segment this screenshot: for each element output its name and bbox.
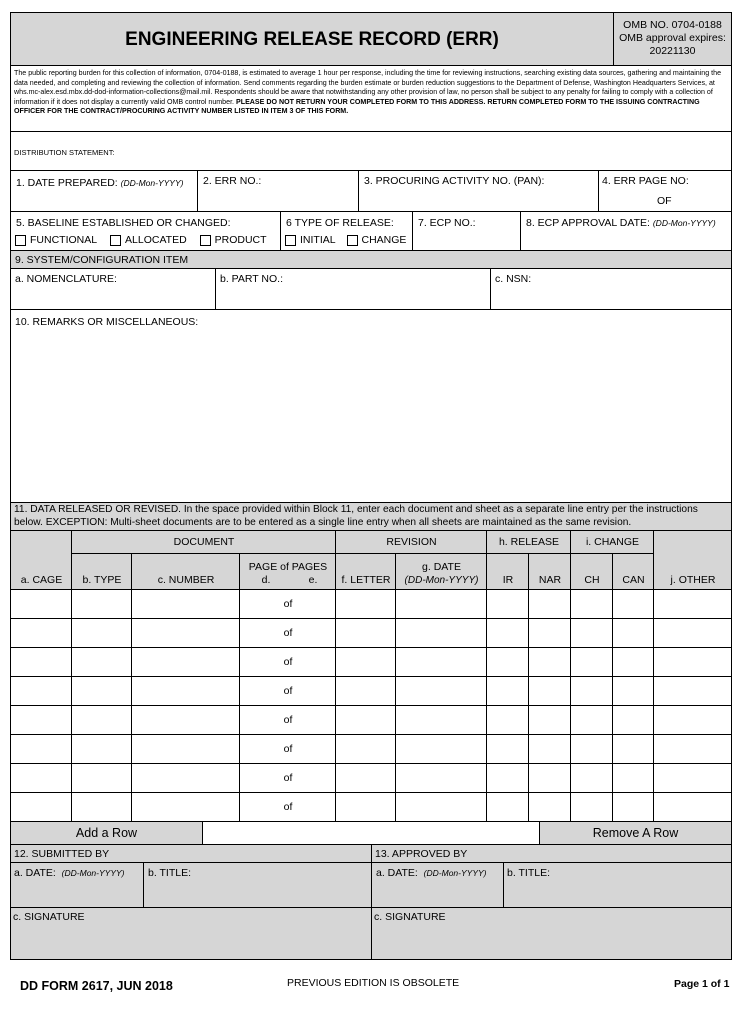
part-no-label: b. PART NO.:: [220, 273, 284, 285]
submitted-date-hint: (DD-Mon-YYYY): [61, 868, 125, 878]
ir-cell[interactable]: [487, 590, 529, 619]
approved-title-label: b. TITLE:: [507, 867, 550, 879]
ch-cell[interactable]: [571, 735, 613, 764]
can-cell[interactable]: [613, 590, 654, 619]
page-d-cell[interactable]: [240, 648, 276, 677]
ir-cell[interactable]: [487, 648, 529, 677]
submitted-by-header: [10, 844, 372, 863]
allocated-label: ALLOCATED: [125, 234, 187, 246]
page-e-cell[interactable]: [300, 793, 336, 822]
other-cell[interactable]: [654, 706, 732, 735]
date-prepared-field[interactable]: [10, 170, 198, 212]
approved-title-field[interactable]: [503, 862, 732, 908]
err-page-field[interactable]: [598, 170, 732, 212]
cage-cell[interactable]: [11, 764, 72, 793]
ecp-no-field[interactable]: [412, 211, 521, 251]
number-cell[interactable]: [132, 764, 240, 793]
omb-number: OMB NO. 0704-0188: [623, 19, 722, 31]
nar-cell[interactable]: [529, 619, 571, 648]
other-cell[interactable]: [654, 793, 732, 822]
type-cell[interactable]: [72, 590, 132, 619]
system-ci-label: 9. SYSTEM/CONFIGURATION ITEM: [15, 254, 189, 266]
omb-box: [613, 12, 732, 66]
page-e-cell[interactable]: [300, 619, 336, 648]
submitted-by-label: 12. SUBMITTED BY: [14, 848, 110, 860]
date-label: g. DATE: [422, 561, 461, 573]
ecp-approval-field[interactable]: [520, 211, 732, 251]
table-row: [11, 619, 732, 648]
ir-cell[interactable]: [487, 706, 529, 735]
nar-cell[interactable]: [529, 648, 571, 677]
nsn-label: c. NSN:: [495, 273, 532, 285]
approved-date-label: a. DATE:: [376, 867, 418, 879]
distribution-statement[interactable]: [10, 131, 732, 171]
type-cell[interactable]: [72, 706, 132, 735]
privacy-bold-text: PLEASE DO NOT RETURN YOUR COMPLETED FORM TO THIS ADDRESS. RETURN COMPLETED FORM TO THE ISSUING CONTRACTING OFFICER FOR THE CONTRACT/PROCURING ACTIVITY NUMBER LISTED IN ITEM 3 OF THIS FORM.: [14, 97, 700, 116]
other-cell[interactable]: [654, 735, 732, 764]
table-row: [11, 735, 732, 764]
ecp-date-hint: (DD-Mon-YYYY): [652, 218, 716, 228]
letter-cell[interactable]: [336, 706, 396, 735]
page-d-cell[interactable]: [240, 706, 276, 735]
other-cell[interactable]: [654, 764, 732, 793]
nar-cell[interactable]: [529, 793, 571, 822]
ir-cell[interactable]: [487, 793, 529, 822]
change-group-label: i. CHANGE: [585, 536, 640, 548]
ch-cell[interactable]: [571, 764, 613, 793]
cage-cell[interactable]: [11, 706, 72, 735]
table-row: [11, 648, 732, 677]
ch-cell[interactable]: [571, 706, 613, 735]
ir-label: IR: [502, 574, 514, 586]
number-cell[interactable]: [132, 619, 240, 648]
ch-label: CH: [584, 574, 600, 586]
date-cell[interactable]: [396, 619, 487, 648]
of-cell: of: [276, 619, 300, 648]
number-cell[interactable]: [132, 793, 240, 822]
can-cell[interactable]: [613, 764, 654, 793]
table-row: [11, 590, 732, 619]
page-d-cell[interactable]: [240, 764, 276, 793]
ch-cell[interactable]: [571, 677, 613, 706]
page-d-cell[interactable]: [240, 793, 276, 822]
other-label: j. OTHER: [670, 574, 716, 586]
number-cell[interactable]: [132, 648, 240, 677]
product-checkbox[interactable]: [200, 235, 211, 246]
date-cell[interactable]: [396, 677, 487, 706]
baseline-field: [10, 211, 281, 251]
nar-cell[interactable]: [529, 590, 571, 619]
type-cell[interactable]: [72, 735, 132, 764]
pan-field[interactable]: [358, 170, 599, 212]
other-cell[interactable]: [654, 619, 732, 648]
page-e-cell[interactable]: [300, 677, 336, 706]
other-cell[interactable]: [654, 648, 732, 677]
ir-cell[interactable]: [487, 764, 529, 793]
date-cell[interactable]: [396, 793, 487, 822]
page-e-cell[interactable]: [300, 735, 336, 764]
data-table: [10, 530, 732, 821]
nomenclature-label: a. NOMENCLATURE:: [15, 273, 117, 285]
can-cell[interactable]: [613, 735, 654, 764]
page-e-cell[interactable]: [300, 648, 336, 677]
submitted-signature-label: c. SIGNATURE: [13, 911, 85, 923]
letter-cell[interactable]: [336, 677, 396, 706]
table-row: [11, 677, 732, 706]
distribution-label: DISTRIBUTION STATEMENT:: [14, 148, 115, 157]
initial-label: INITIAL: [300, 234, 336, 246]
err-no-label: 2. ERR NO.:: [203, 175, 262, 187]
table-row: [11, 764, 732, 793]
submitted-title-label: b. TITLE:: [148, 867, 191, 879]
release-type-label: 6 TYPE OF RELEASE:: [286, 217, 394, 229]
remarks-label: 10. REMARKS OR MISCELLANEOUS:: [15, 316, 199, 328]
other-cell[interactable]: [654, 590, 732, 619]
letter-cell[interactable]: [336, 735, 396, 764]
table-row: [11, 793, 732, 822]
can-cell[interactable]: [613, 793, 654, 822]
date-cell[interactable]: [396, 735, 487, 764]
ir-cell[interactable]: [487, 677, 529, 706]
letter-cell[interactable]: [336, 648, 396, 677]
type-label: b. TYPE: [82, 574, 122, 586]
functional-label: FUNCTIONAL: [30, 234, 98, 246]
ch-cell[interactable]: [571, 648, 613, 677]
nsn-field[interactable]: [490, 268, 732, 310]
cage-cell[interactable]: [11, 677, 72, 706]
number-cell[interactable]: [132, 677, 240, 706]
err-no-field[interactable]: [197, 170, 359, 212]
page-of-pages-label: PAGE of PAGES: [248, 561, 328, 573]
functional-checkbox[interactable]: [15, 235, 26, 246]
date-cell[interactable]: [396, 590, 487, 619]
page-e-cell[interactable]: [300, 764, 336, 793]
of-cell: of: [276, 590, 300, 619]
date-hint: (DD-Mon-YYYY): [404, 575, 479, 586]
page-d-cell[interactable]: [240, 677, 276, 706]
approved-by-label: 13. APPROVED BY: [375, 848, 468, 860]
release-type-field: [280, 211, 413, 251]
revision-group-label: REVISION: [386, 536, 437, 548]
document-group-label: DOCUMENT: [173, 536, 235, 548]
number-cell[interactable]: [132, 590, 240, 619]
ir-cell[interactable]: [487, 735, 529, 764]
date-prepared-label: 1. DATE PREPARED:: [16, 177, 118, 189]
approved-date-field[interactable]: [371, 862, 504, 908]
page-d-cell[interactable]: [240, 735, 276, 764]
nar-cell[interactable]: [529, 764, 571, 793]
initial-checkbox[interactable]: [285, 235, 296, 246]
data-released-header: [10, 502, 732, 531]
of-cell: of: [276, 706, 300, 735]
nar-label: NAR: [538, 574, 562, 586]
add-row-button[interactable]: Add a Row: [10, 821, 203, 845]
ecp-approval-label: 8. ECP APPROVAL DATE:: [526, 217, 650, 229]
can-cell[interactable]: [613, 619, 654, 648]
letter-label: f. LETTER: [341, 574, 391, 586]
privacy-text: The public reporting burden for this collection of information, 0704-0188, is estimated to average 1 hour per response, including the time for reviewing instructions, searching existing data sources, gathering and maintaining the data needed, and completing and reviewing the collection of information. Send comments regarding the burden estimate or burden reduction suggestions to the Department of Defense, Washington Headquarters Services, at whs.mc-alex.esd.mbx.dd-dod-information-collections@mail.mil. Respondents should be aware that notwithstanding any other provision of law, no person shall be subject to any penalty for failing to comply with a collection of information if it does not display a currently valid OMB control number.: [14, 69, 722, 106]
page-d-cell[interactable]: [240, 619, 276, 648]
submitted-date-field[interactable]: [10, 862, 144, 908]
form-number: DD FORM 2617, JUN 2018: [20, 979, 173, 993]
of-cell: of: [276, 648, 300, 677]
page-number: Page 1 of 1: [674, 978, 730, 990]
letter-cell[interactable]: [336, 619, 396, 648]
can-cell[interactable]: [613, 706, 654, 735]
can-cell[interactable]: [613, 648, 654, 677]
table-row: [11, 706, 732, 735]
approved-signature-label: c. SIGNATURE: [374, 911, 446, 923]
change-label: CHANGE: [361, 234, 407, 246]
remarks-field[interactable]: [10, 309, 732, 503]
remove-row-button[interactable]: Remove A Row: [539, 821, 732, 845]
can-label: CAN: [622, 574, 645, 586]
ch-cell[interactable]: [571, 793, 613, 822]
of-cell: of: [276, 735, 300, 764]
nar-cell[interactable]: [529, 677, 571, 706]
privacy-statement: [10, 65, 732, 132]
page-d-label: d.: [261, 574, 271, 586]
cage-cell[interactable]: [11, 590, 72, 619]
form-title-box: [10, 12, 614, 66]
date-cell[interactable]: [396, 764, 487, 793]
cage-label: a. CAGE: [20, 574, 63, 586]
submitted-date-label: a. DATE:: [14, 867, 56, 879]
omb-expires-label: OMB approval expires:: [619, 32, 726, 44]
cage-cell[interactable]: [11, 648, 72, 677]
approved-by-header: [371, 844, 732, 863]
ecp-no-label: 7. ECP NO.:: [418, 217, 476, 229]
omb-expires-date: 20221130: [649, 45, 696, 57]
approved-date-hint: (DD-Mon-YYYY): [423, 868, 487, 878]
type-cell[interactable]: [72, 764, 132, 793]
allocated-checkbox[interactable]: [110, 235, 121, 246]
part-no-field[interactable]: [215, 268, 491, 310]
baseline-label: 5. BASELINE ESTABLISHED OR CHANGED:: [16, 217, 231, 229]
nomenclature-field[interactable]: [10, 268, 216, 310]
of-cell: of: [276, 793, 300, 822]
form-title: ENGINEERING RELEASE RECORD (ERR): [125, 29, 499, 50]
release-group-label: h. RELEASE: [498, 536, 560, 548]
button-spacer: [202, 821, 540, 845]
can-cell[interactable]: [613, 677, 654, 706]
ch-cell[interactable]: [571, 619, 613, 648]
cage-cell[interactable]: [11, 735, 72, 764]
of-cell: of: [276, 677, 300, 706]
submitted-signature-field[interactable]: [10, 907, 372, 960]
pan-label: 3. PROCURING ACTIVITY NO. (PAN):: [364, 175, 545, 187]
type-cell[interactable]: [72, 619, 132, 648]
system-ci-header: [10, 250, 732, 269]
page-d-cell[interactable]: [240, 590, 276, 619]
type-cell[interactable]: [72, 648, 132, 677]
letter-cell[interactable]: [336, 764, 396, 793]
type-cell[interactable]: [72, 793, 132, 822]
letter-cell[interactable]: [336, 590, 396, 619]
submitted-title-field[interactable]: [143, 862, 372, 908]
nar-cell[interactable]: [529, 735, 571, 764]
date-cell[interactable]: [396, 706, 487, 735]
approved-signature-field[interactable]: [371, 907, 732, 960]
number-cell[interactable]: [132, 735, 240, 764]
date-cell[interactable]: [396, 648, 487, 677]
number-label: c. NUMBER: [157, 574, 215, 586]
page-e-label: e.: [308, 574, 318, 586]
product-label: PRODUCT: [214, 234, 267, 246]
change-checkbox[interactable]: [347, 235, 358, 246]
letter-cell[interactable]: [336, 793, 396, 822]
err-page-label: 4. ERR PAGE NO:: [602, 175, 689, 187]
page-e-cell[interactable]: [300, 706, 336, 735]
data-released-label: 11. DATA RELEASED OR REVISED. In the space provided within Block 11, enter each document and sheet as a separate line entry per the instructions below. EXCEPTION: Multi-sheet documents are to be entered as a single line entry when all sheets are maintained as the same revision.: [14, 504, 698, 528]
ch-cell[interactable]: [571, 590, 613, 619]
cage-cell[interactable]: [11, 619, 72, 648]
page-e-cell[interactable]: [300, 590, 336, 619]
type-cell[interactable]: [72, 677, 132, 706]
nar-cell[interactable]: [529, 706, 571, 735]
number-cell[interactable]: [132, 706, 240, 735]
cage-cell[interactable]: [11, 793, 72, 822]
date-format-hint: (DD-Mon-YYYY): [120, 178, 184, 188]
ir-cell[interactable]: [487, 619, 529, 648]
of-cell: of: [276, 764, 300, 793]
other-cell[interactable]: [654, 677, 732, 706]
err-page-of: OF: [657, 195, 672, 207]
previous-edition-note: PREVIOUS EDITION IS OBSOLETE: [287, 977, 460, 989]
